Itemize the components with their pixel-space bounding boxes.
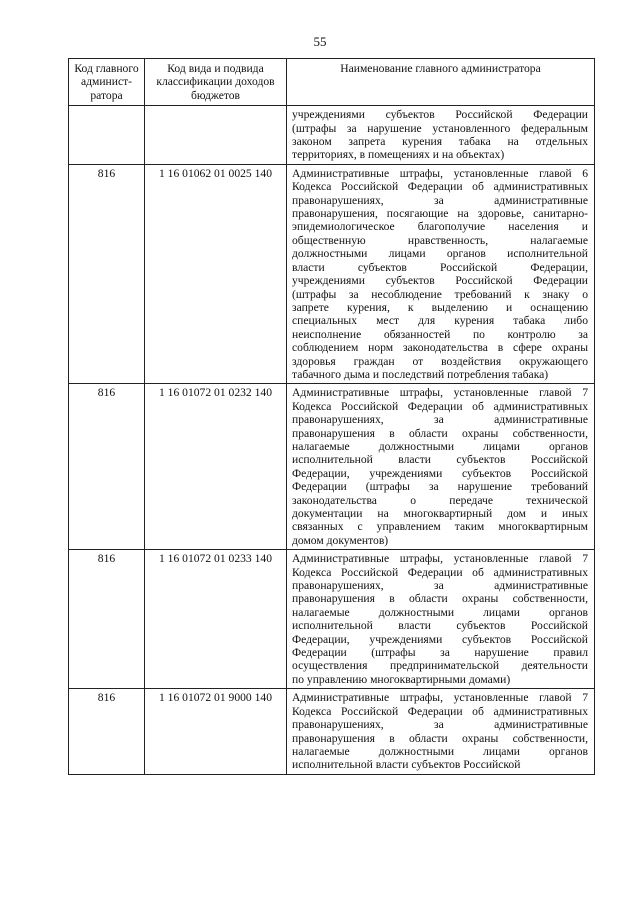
- admin-name-line: документации на многоквартирный дом и иных: [292, 507, 588, 520]
- admin-name-line: правонарушения, посягающие на здоровье, санитарно-: [292, 207, 588, 221]
- admin-name-line: исполнительной власти субъектов Российской: [292, 453, 588, 467]
- admin-name-line: правонарушения в области охраны собственности,: [292, 731, 588, 745]
- admin-name-line: Федерации, учреждениями субъектов Российской: [292, 466, 588, 480]
- table-header-row: [69, 59, 595, 106]
- admin-name-cell: [287, 550, 595, 689]
- admin-name-line: Федерации (штрафы за нарушение правил: [292, 646, 588, 660]
- admin-name-line: правонарушениях, за административные: [292, 718, 588, 732]
- admin-name-line: должностными лицами органов исполнительной: [292, 247, 588, 261]
- revenue-classification-table: [68, 58, 595, 775]
- admin-name-line: Административные штрафы, установленные главой 7: [292, 552, 588, 566]
- admin-name-line: Административные штрафы, установленные главой 6: [292, 166, 588, 180]
- header-kbk: Код вида и подвида классификации доходов бюджетов: [145, 59, 287, 106]
- admin-name-line: власти субъектов Российской Федерации,: [292, 260, 588, 274]
- admin-code-cell: 816: [69, 550, 145, 689]
- admin-name-line: исполнительной власти субъектов Российской: [292, 758, 521, 772]
- admin-name-line: Административные штрафы, установленные главой 7: [292, 691, 588, 705]
- kbk-code-cell: 1 16 01072 01 0233 140: [145, 550, 287, 689]
- kbk-code-cell: 1 16 01062 01 0025 140: [145, 164, 287, 384]
- admin-name-line: Кодекса Российской Федерации об административных: [292, 565, 588, 579]
- admin-name-line: Кодекса Российской Федерации об административных: [292, 704, 588, 718]
- admin-name-line: налагаемые должностными лицами органов: [292, 605, 588, 619]
- admin-name-line: налагаемые должностными лицами органов: [292, 439, 588, 453]
- admin-name-line: правонарушения в области охраны собственности,: [292, 592, 588, 606]
- admin-name-cell: [287, 689, 595, 774]
- admin-name-line: неисполнение обязанностей по контролю за: [292, 327, 588, 341]
- admin-code-cell: 816: [69, 384, 145, 550]
- page-number: 55: [313, 34, 327, 49]
- admin-name-line: исполнительной власти субъектов Российской: [292, 619, 588, 633]
- table-row: [69, 550, 595, 689]
- admin-name-line: учреждениями субъектов Российской Федерации: [292, 108, 588, 122]
- table-row: [69, 384, 595, 550]
- admin-name-cell: [287, 384, 595, 550]
- admin-name-line: Административные штрафы, установленные главой 7: [292, 386, 588, 400]
- admin-name-line: правонарушениях, за административные: [292, 579, 588, 593]
- admin-name-line: табачного дыма и последствий потребления табака): [292, 367, 549, 381]
- admin-code-cell: [69, 106, 145, 165]
- admin-name-line: по управлению многоквартирными домами): [292, 672, 511, 686]
- admin-name-line: домом документов): [292, 533, 389, 547]
- admin-name-line: эпидемиологическое благополучие населения и: [292, 220, 588, 234]
- admin-code-cell: 816: [69, 164, 145, 384]
- admin-name-line: Кодекса Российской Федерации об административных: [292, 399, 588, 413]
- admin-name-line: здоровья граждан от воздействия окружающего: [292, 354, 588, 368]
- header-admin-name: Наименование главного администратора: [287, 59, 595, 106]
- admin-name-line: осуществления предпринимательской деятельности: [292, 659, 588, 673]
- admin-name-line: правонарушениях, за административные: [292, 413, 588, 427]
- admin-name-line: законом запрета курения табака на отдельных: [292, 135, 588, 149]
- admin-name-cell: [287, 164, 595, 384]
- header-admin-code: Код главного админист-ратора: [69, 59, 145, 106]
- admin-name-line: (штрафы за несоблюдение требований к знаку о: [292, 287, 588, 301]
- table-body: [69, 106, 595, 775]
- admin-name-line: учреждениями субъектов Российской Федерации: [292, 274, 588, 288]
- admin-name-line: связанных с управлением таким многоквартирным: [292, 520, 588, 534]
- admin-name-line: территориях, в помещениях и на объектах): [292, 148, 505, 162]
- admin-name-line: налагаемые должностными лицами органов: [292, 744, 588, 758]
- admin-name-line: запрете курения, к выделению и оснащению: [292, 300, 588, 314]
- admin-name-line: правонарушения в области охраны собственности,: [292, 426, 588, 440]
- admin-name-line: правонарушениях, за административные: [292, 193, 588, 207]
- kbk-code-cell: [145, 106, 287, 165]
- admin-name-line: (штрафы за нарушение установленного федеральным: [292, 121, 588, 135]
- admin-name-line: соблюдением норм законодательства в сфере охраны: [292, 341, 588, 355]
- table-row: [69, 106, 595, 165]
- admin-name-cell: [287, 106, 595, 165]
- admin-name-line: Федерации (штрафы за нарушение требований: [292, 480, 588, 494]
- kbk-code-cell: 1 16 01072 01 9000 140: [145, 689, 287, 774]
- table-row: [69, 689, 595, 774]
- admin-name-line: специальных мест для курения табака либо: [292, 314, 588, 328]
- admin-name-line: общественную нравственность, налагаемые: [292, 233, 588, 247]
- table-row: [69, 164, 595, 384]
- kbk-code-cell: 1 16 01072 01 0232 140: [145, 384, 287, 550]
- admin-name-line: Кодекса Российской Федерации об административных: [292, 180, 588, 194]
- admin-code-cell: 816: [69, 689, 145, 774]
- admin-name-line: Федерации, учреждениями субъектов Российской: [292, 632, 588, 646]
- admin-name-line: законодательства о передаче технической: [292, 493, 588, 507]
